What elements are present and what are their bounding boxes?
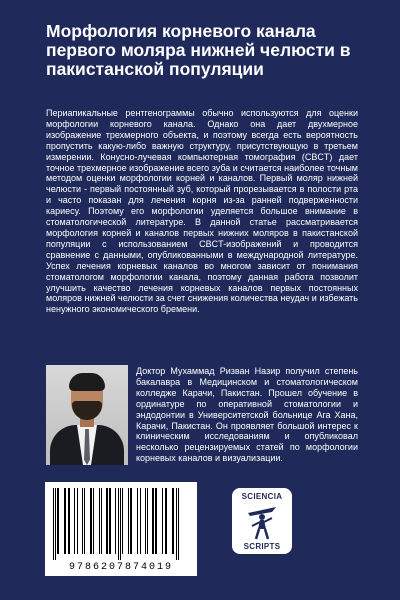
barcode-bar <box>64 488 66 554</box>
barcode-bar <box>122 488 123 554</box>
barcode-bar <box>130 488 132 554</box>
isbn-number: 9786207874019 <box>68 562 173 573</box>
barcode-bar <box>84 488 85 554</box>
barcode-bar <box>109 488 111 554</box>
author-beard <box>72 401 102 420</box>
barcode-bar <box>53 488 54 560</box>
barcode-bar <box>68 488 70 554</box>
barcode-bar <box>172 488 174 554</box>
barcode-bar <box>101 488 102 554</box>
barcode-bar <box>176 488 177 560</box>
person-with-plane-icon <box>244 503 280 541</box>
barcode-bar <box>106 488 108 554</box>
barcode-bar <box>57 488 59 554</box>
barcode-bar <box>162 488 163 554</box>
barcode-bar <box>147 488 148 554</box>
barcode-bar <box>178 488 179 560</box>
barcode-bar <box>82 488 83 554</box>
barcode-bar <box>115 488 116 554</box>
barcode-bar <box>145 488 146 554</box>
barcode-bar <box>128 488 129 554</box>
barcode-bars <box>51 488 191 560</box>
barcode-bar <box>152 488 154 554</box>
barcode-bar <box>99 488 100 554</box>
barcode-bar <box>165 488 167 554</box>
barcode-bar <box>118 488 119 560</box>
author-bio: Доктор Мухаммад Ризван Назир получил степень бакалавра в Медицинском и стоматологическом колледже Карачи, Пакистан. Прошел обучение в ординатуре по оперативной стоматологии и эндодонтии в Университетской больнице Ага Хана, Карачи, Пакистан. Он проявляет большой интерес к клиническим исследованиям и опубликовал несколько рецензируемых статей по морфологии корневых каналов и визуализации. <box>136 366 358 464</box>
barcode-bar <box>74 488 75 554</box>
barcode-bar <box>93 488 94 554</box>
barcode-bar <box>90 488 92 554</box>
publisher-logo-bottom-text: SCRIPTS <box>243 542 281 551</box>
book-title: Морфология корневого канала первого моляра нижней челюсти в пакистанской популяции <box>46 21 351 79</box>
barcode-bar <box>140 488 141 554</box>
publisher-logo <box>232 488 292 554</box>
barcode-bar <box>137 488 138 554</box>
isbn-barcode <box>45 482 197 576</box>
barcode-bar <box>120 488 121 560</box>
barcode-bar <box>155 488 157 554</box>
author-photo <box>46 365 128 465</box>
book-abstract: Периапикальные рентгенограммы обычно используются для оценки морфологии корневого канала. Однако она дает двухмерное изображение трехмерного объекта, и поэтому всегда есть вероятность пропустить какую-либо важную структуру, присутствующую в третьем измерении. Конусно-лучевая компьютерная томография (CBCT) дает точное трехмерное изображение всего зуба и считается наиболее точным методом оценки морфологии корней и каналов. Первый моляр нижней челюсти - первый постоянный зуб, который прорезывается в полости рта и часто показан для лечения корня из-за ранней подверженности кариесу. Поэтому его морфологии уделяется большое внимание в стоматологической литературе. В данной статье рассматривается морфология корней и каналов первых нижних моляров в пакистанской популяции с использованием CBCT-изображений и проводится сравнение с данными, опубликованными в международной литературе. Успех лечения корневых каналов во многом зависит от понимания стоматологом морфологии канала, поэтому данная работа позволит улучшить качество лечения корневых каналов первых постоянных моляров нижней челюсти за счет снижения количества неудач и избежать ненужного экономического бремени. <box>46 108 358 315</box>
publisher-logo-top-text: SCIENCIA <box>241 492 283 501</box>
author-hair <box>69 373 105 391</box>
barcode-bar <box>55 488 56 560</box>
barcode-bar <box>77 488 78 554</box>
